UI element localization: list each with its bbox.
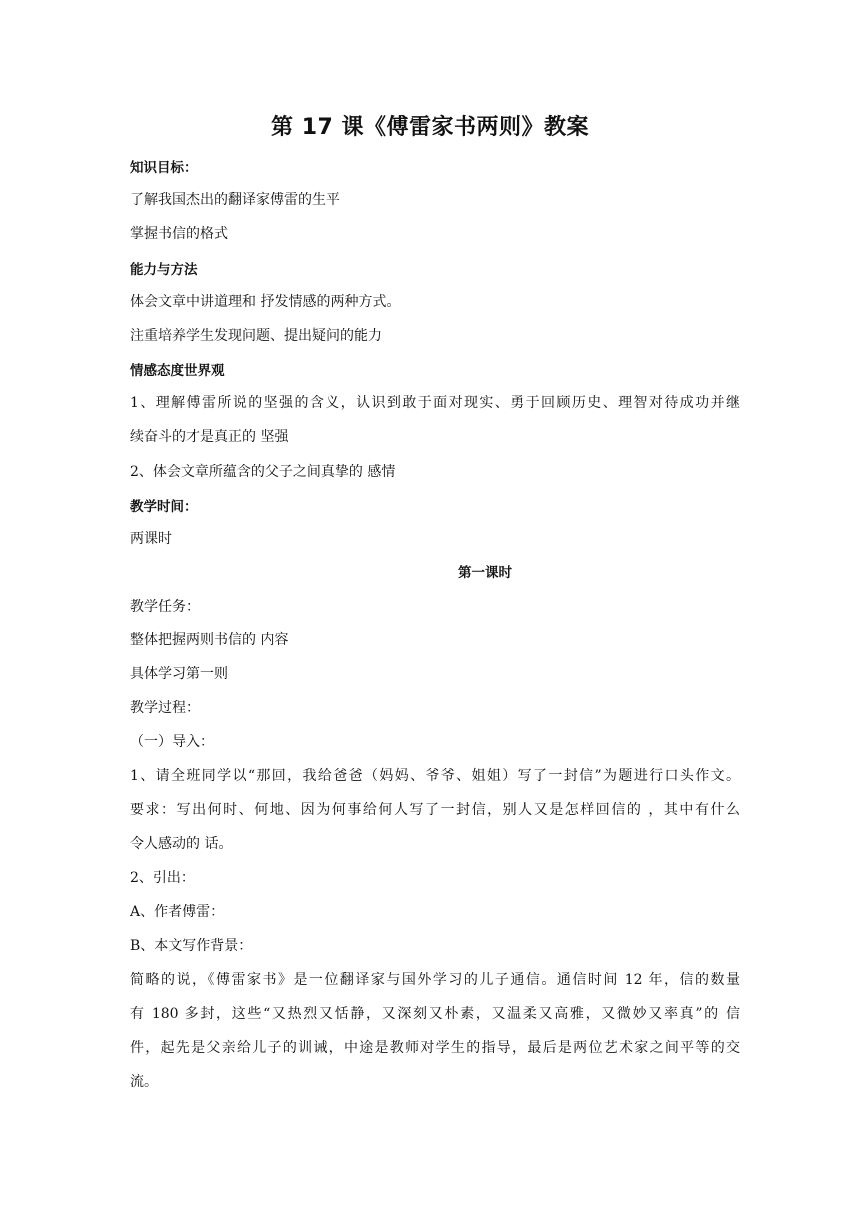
document-title: 第 17 课《傅雷家书两则》教案 — [271, 115, 589, 140]
knowledge-heading: 知识目标： — [130, 160, 198, 176]
emotion-item: 2、体会文章所蕴含的父子之间真挚的 感情 — [130, 464, 396, 480]
background-line: 流。 — [130, 1074, 158, 1090]
process-label: 教学过程： — [130, 700, 200, 716]
task-item: 整体把握两则书信的 内容 — [130, 632, 289, 648]
ability-heading: 能力与方法 — [130, 262, 198, 278]
lead-label: 2、引出： — [130, 870, 195, 886]
time-value: 两课时 — [130, 531, 172, 547]
emotion-item: 续奋斗的才是真正的 坚强 — [130, 429, 289, 445]
lesson1-heading: 第一课时 — [458, 565, 512, 581]
intro-label: （一）导入： — [130, 734, 214, 750]
emotion-heading: 情感态度世界观 — [130, 363, 225, 379]
lead-item: A、作者傅雷： — [130, 904, 225, 920]
intro-line: 1、请全班同学以“那回，我给爸爸（妈妈、爷爷、姐姐）写了一封信”为题进行口头作文。 — [130, 768, 740, 784]
task-label: 教学任务： — [130, 599, 200, 615]
background-line: 件，起先是父亲给儿子的训诫，中途是教师对学生的指导，最后是两位艺术家之间平等的交 — [130, 1040, 740, 1056]
ability-item: 体会文章中讲道理和 抒发情感的两种方式。 — [130, 294, 401, 310]
task-item: 具体学习第一则 — [130, 666, 228, 682]
background-line: 有 180 多封，这些“又热烈又恬静，又深刻又朴素，又温柔又高雅，又微妙又率真”的 信 — [130, 1006, 740, 1022]
lead-item: B、本文写作背景： — [130, 938, 253, 954]
ability-item: 注重培养学生发现问题、提出疑问的能力 — [130, 328, 382, 344]
emotion-item: 1、理解傅雷所说的坚强的含义，认识到敢于面对现实、勇于回顾历史、理智对待成功并继 — [130, 395, 740, 411]
knowledge-item: 掌握书信的格式 — [130, 226, 228, 242]
time-heading: 教学时间： — [130, 499, 198, 515]
intro-line: 令人感动的 话。 — [130, 836, 233, 852]
knowledge-item: 了解我国杰出的翻译家傅雷的生平 — [130, 192, 340, 208]
background-line: 简略的说，《傅雷家书》是一位翻译家与国外学习的儿子通信。通信时间 12 年，信的数量 — [130, 972, 740, 988]
intro-line: 要求：写出何时、何地、因为何事给何人写了一封信，别人又是怎样回信的 ，其中有什么 — [130, 802, 740, 818]
